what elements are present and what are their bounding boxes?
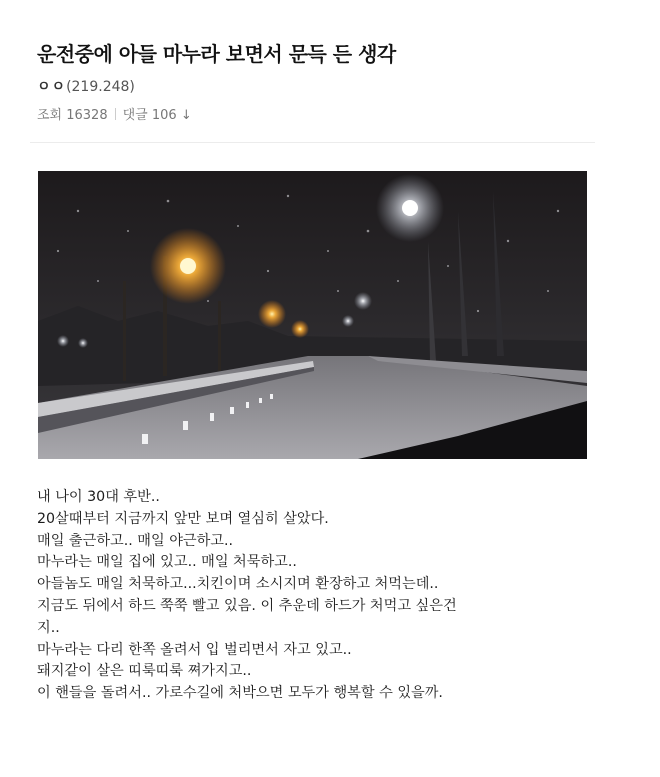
body-line: 내 나이 30대 후반.. <box>37 489 160 505</box>
post-title: 운전중에 아들 마누라 보면서 문득 든 생각 <box>37 42 396 66</box>
body-line: 지.. <box>37 619 60 636</box>
body-line: 마누라는 다리 한쪽 올려서 입 벌리면서 자고 있고.. <box>37 641 352 658</box>
post-author[interactable] <box>37 76 135 96</box>
meta-divider <box>115 108 116 120</box>
post-meta <box>37 104 192 123</box>
comment-count-label: 댓글 106 <box>122 108 177 123</box>
body-line: 20살때부터 지금까지 앞만 보며 열심히 살았다. <box>37 510 329 527</box>
body-line: 아들놈도 매일 처묵하고...치킨이며 소시지며 환장하고 처먹는데.. <box>37 576 439 593</box>
body-line: 이 핸들을 돌려서.. 가로수길에 처박으면 모두가 행복할 수 있을까. <box>37 685 443 702</box>
comment-count-link[interactable] <box>123 104 192 123</box>
author-ip: (219.248) <box>66 79 135 95</box>
body-line: 마누라는 매일 집에 있고.. 매일 처묵하고.. <box>37 554 297 571</box>
snowy-night-road-photo <box>38 171 587 459</box>
view-count: 조회 16328 <box>37 108 108 123</box>
body-line: 돼지같이 살은 띠룩띠룩 쪄가지고.. <box>37 663 252 680</box>
body-line: 매일 출근하고.. 매일 야근하고.. <box>37 532 234 549</box>
author-nickname[interactable]: ㅇㅇ <box>37 79 67 95</box>
arrow-down-icon: ↓ <box>180 108 192 123</box>
header-divider <box>30 142 595 143</box>
post-body <box>37 487 597 705</box>
body-line: 지금도 뒤에서 하드 쭉쭉 빨고 있음. 이 추운데 하드가 처먹고 싶은건 <box>37 597 457 614</box>
